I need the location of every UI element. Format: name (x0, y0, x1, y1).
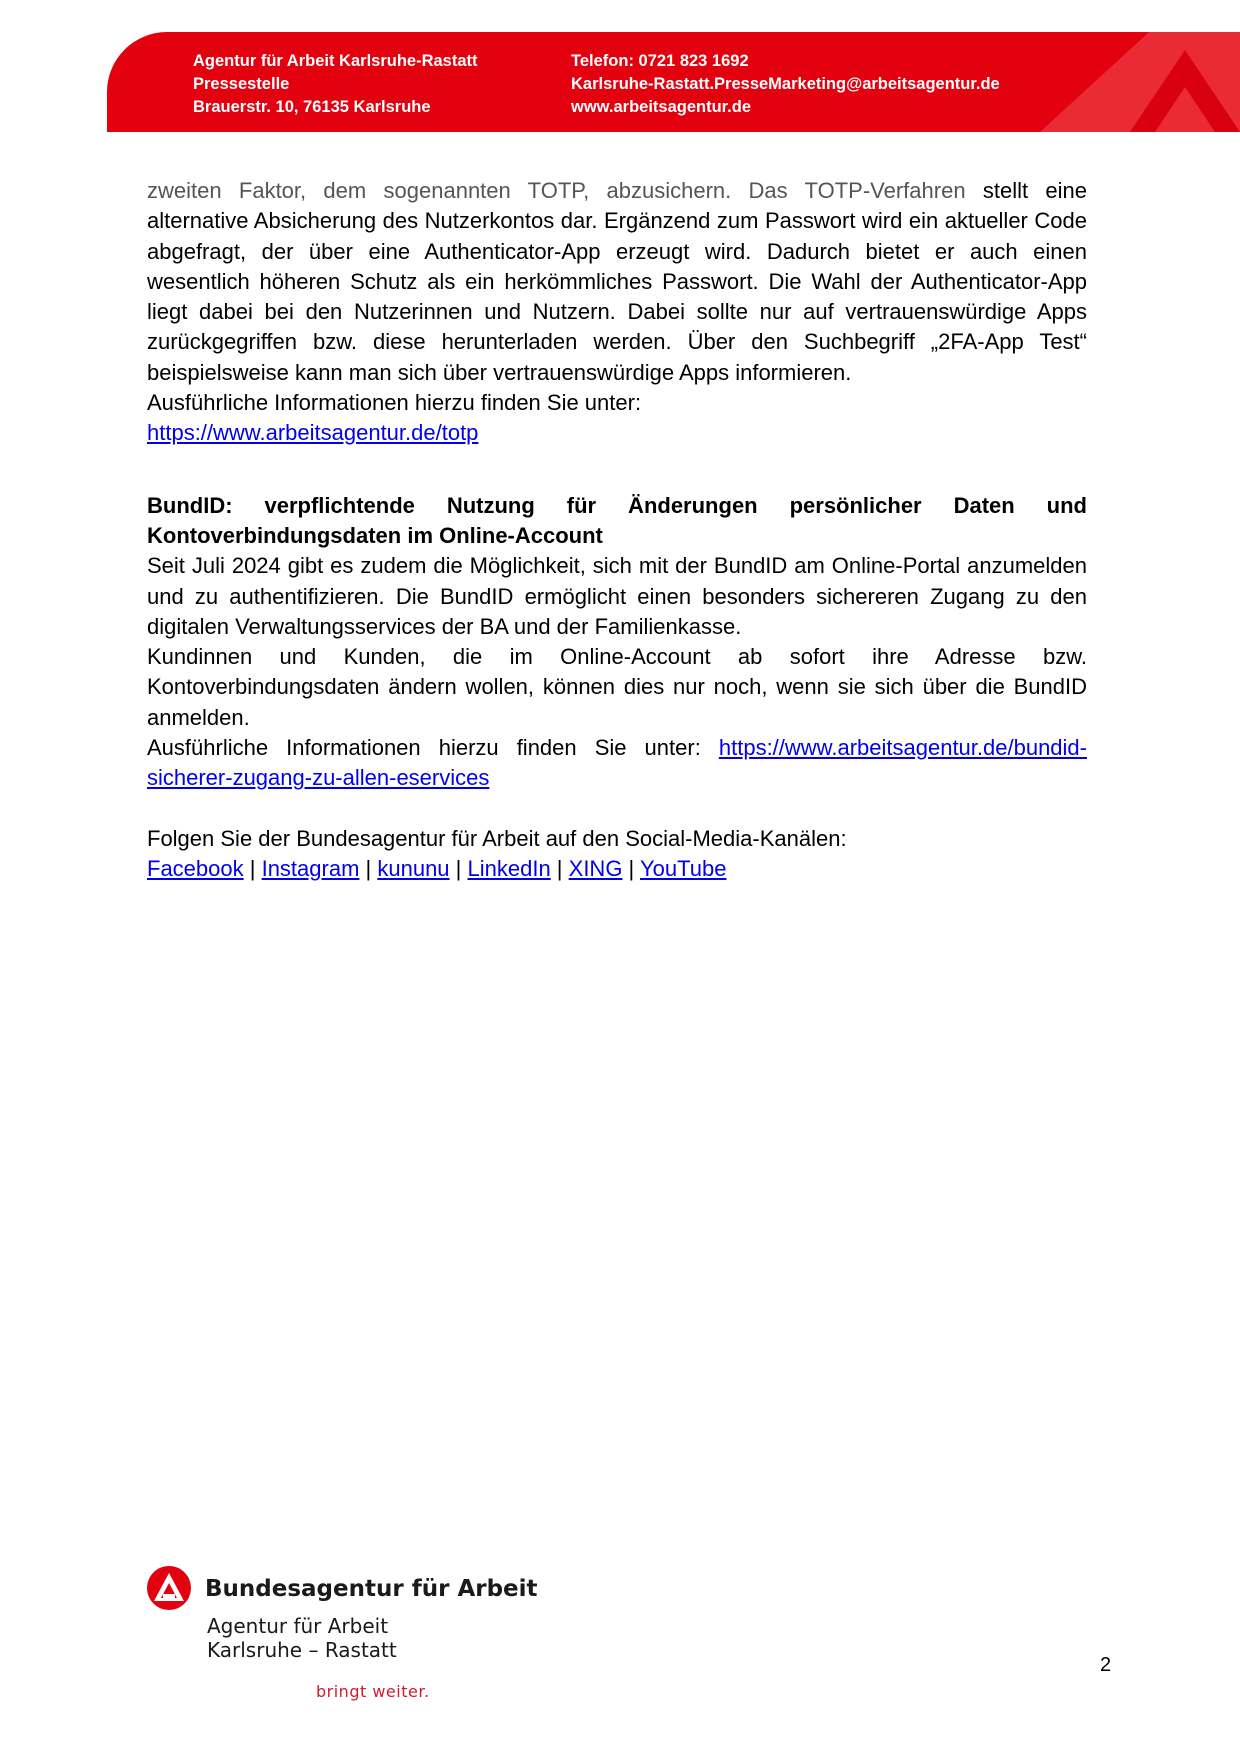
footer-agency-line-2: Karlsruhe – Rastatt (207, 1638, 397, 1662)
header-org: Agentur für Arbeit Karlsruhe-Rastatt (193, 52, 478, 70)
bundid-link[interactable]: https://www.arbeitsagentur.de/bundid-sicherer-zugang-zu-allen-eservices (147, 735, 1087, 791)
ba-logo-icon (147, 1566, 191, 1610)
footer-agency-line-1: Agentur für Arbeit (207, 1614, 389, 1638)
header-banner (107, 32, 1240, 132)
bundid-info-text: Ausführliche Informationen hierzu finden Sie unter: (147, 735, 719, 761)
ba-logo-watermark-icon (980, 32, 1240, 132)
kununu-link[interactable]: kununu (377, 855, 450, 881)
xing-link[interactable]: XING (568, 855, 623, 881)
page-number: 2 (1100, 1654, 1112, 1676)
social-separator: | (550, 855, 569, 881)
header-department: Pressestelle (193, 75, 290, 93)
footer-logo (147, 1566, 538, 1706)
totp-intro-gray: zweiten Faktor, dem sogenannten TOTP, abzusichern. Das TOTP-Verfahren (147, 178, 966, 203)
social-links (147, 854, 1087, 884)
social-separator: | (449, 855, 468, 881)
bundid-paragraph-1: Seit Juli 2024 gibt es zudem die Möglichkeit, sich mit der BundID am Online-Portal anzumelden und zu authentifizieren. Die BundID ermöglicht einen besonders sichereren Zugang zu den digitalen Verwaltungsservices der BA und der Familienkasse. (147, 553, 1087, 639)
social-text: Folgen Sie der Bundesagentur für Arbeit auf den Social-Media-Kanälen: (147, 825, 847, 851)
header-phone: Telefon: 0721 823 1692 (571, 52, 749, 70)
footer-org-name: Bundesagentur für Arbeit (205, 1576, 538, 1602)
totp-info-text: Ausführliche Informationen hierzu finden Sie unter: (147, 390, 642, 416)
bundid-info-paragraph (147, 733, 1087, 794)
totp-link[interactable]: https://www.arbeitsagentur.de/totp (147, 420, 479, 446)
bundid-paragraph-2: Kundinnen und Kunden, die im Online-Account ab sofort ihre Adresse bzw. Kontoverbindungsdaten ändern wollen, können dies nur noch, wenn sie sich über die BundID anmelden. (147, 644, 1087, 730)
social-separator: | (243, 855, 262, 881)
social-separator: | (359, 855, 378, 881)
bundid-heading: BundID: verpflichtende Nutzung für Änderungen persönlicher Daten und Kontoverbindungsdaten im Online-Account (147, 492, 1087, 548)
header-email[interactable]: Karlsruhe-Rastatt.PresseMarketing@arbeitsagentur.de (571, 75, 1000, 93)
header-street: Brauerstr. 10, 76135 Karlsruhe (193, 98, 431, 116)
header-contact-block (571, 50, 1000, 119)
document-body (147, 176, 1087, 884)
header-website[interactable]: www.arbeitsagentur.de (571, 98, 752, 116)
header-address-block (193, 50, 478, 119)
footer-tagline: bringt weiter. (316, 1682, 430, 1701)
footer-agency (207, 1614, 397, 1662)
youtube-link[interactable]: YouTube (639, 855, 727, 881)
instagram-link[interactable]: Instagram (261, 855, 360, 881)
facebook-link[interactable]: Facebook (147, 855, 244, 881)
social-separator: | (622, 855, 640, 881)
totp-intro-rest: stellt eine alternative Absicherung des Nutzerkontos dar. Ergänzend zum Passwort wird ein aktueller Code abgefragt, der über eine Authenticator-App erzeugt wird. Dadurch bietet er auch einen wesentlich höheren Schutz als ein herkömmliches Passwort. Die Wahl der Authenticator-App liegt dabei bei den Nutzerinnen und Nutzern. Dabei sollte nur auf vertrauenswürdige Apps zurückgegriffen bzw. diese herunterladen werden. Über den Suchbegriff „2FA-App Test“ beispielsweise kann man sich über vertrauenswürdige Apps informieren. (147, 178, 1087, 385)
totp-paragraph (147, 176, 1087, 388)
linkedin-link[interactable]: LinkedIn (467, 855, 551, 881)
